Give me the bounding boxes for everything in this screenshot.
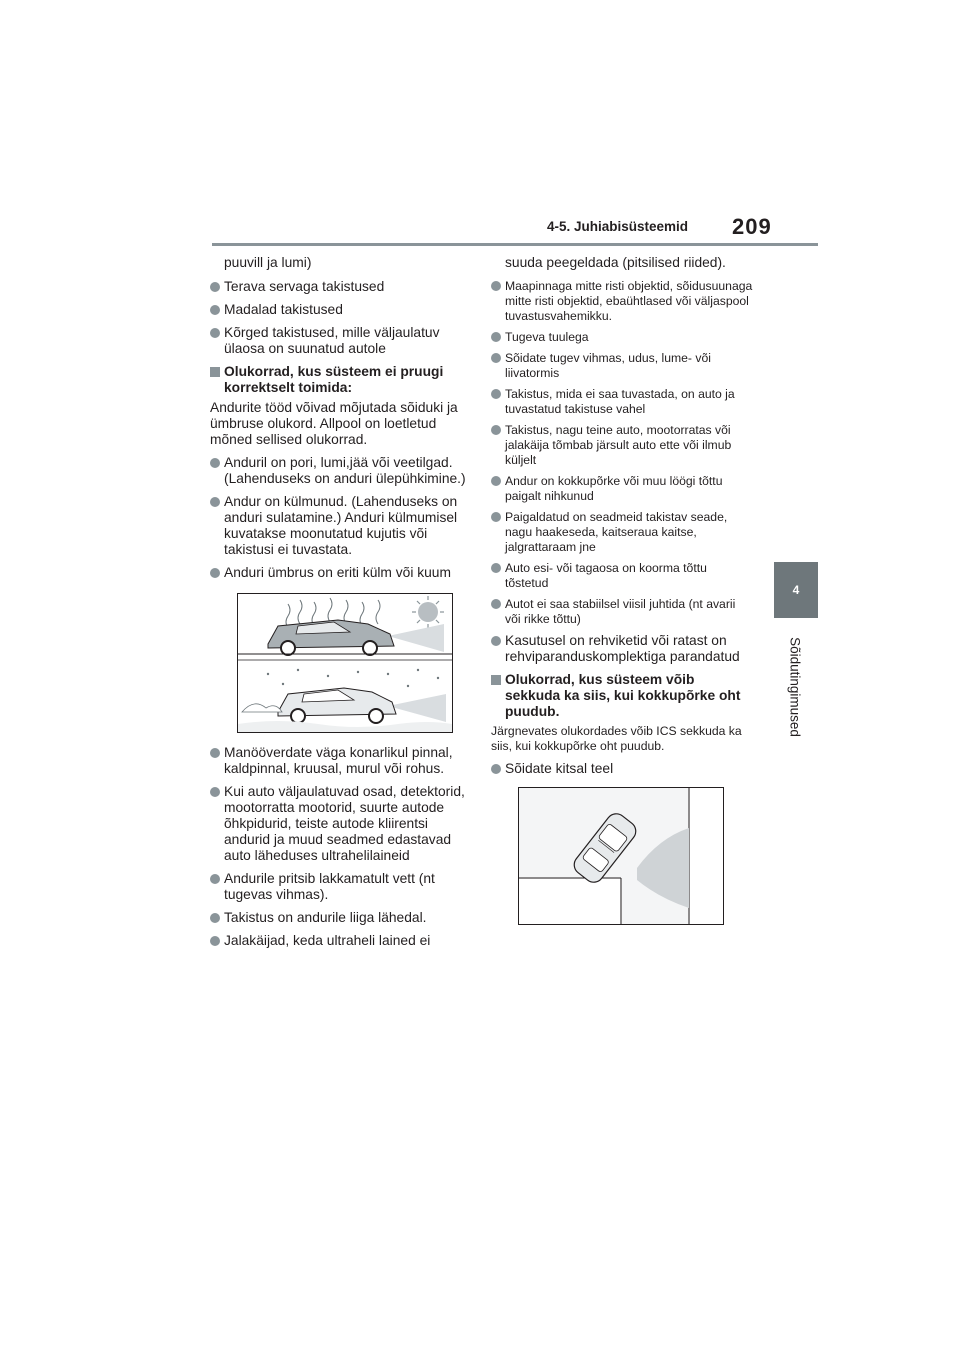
- bullet-icon: [491, 353, 501, 363]
- bullet-icon: [210, 568, 220, 578]
- bullet-icon: [210, 282, 220, 292]
- bullet-icon: [210, 913, 220, 923]
- continued-text: suuda peegeldada (pitsilised riided).: [505, 255, 726, 270]
- bullet-icon: [210, 787, 220, 797]
- list-item: Jalakäijad, keda ultraheli lained ei: [210, 933, 472, 949]
- narrow-road-illustration: [518, 787, 724, 925]
- list-item: Takistus on andurile liiga lähedal.: [210, 910, 472, 926]
- list-item: Madalad takistused: [210, 302, 472, 318]
- bullet-icon: [491, 636, 501, 646]
- list-item: Andur on kokkupõrke või muu löögi tõttu paigalt nihkunud: [491, 474, 753, 504]
- left-column: [210, 255, 472, 956]
- continued-text: puuvill ja lumi): [224, 255, 312, 270]
- bullet-icon: [491, 332, 501, 342]
- bullet-icon: [491, 281, 501, 291]
- chapter-tab[interactable]: [774, 562, 818, 618]
- list-item: Terava servaga takistused: [210, 279, 472, 295]
- right-column: [491, 255, 753, 925]
- section-heading: Olukorrad, kus süsteem võib sekkuda ka siis, kui kokkupõrke oht puudub.: [491, 672, 753, 720]
- list-item: Andurile pritsib lakkamatult vett (nt tugevas vihmas).: [210, 871, 472, 903]
- list-item: Takistus, nagu teine auto, mootorratas või jalakäija tõmbab järsult auto ette või ilmub küljelt: [491, 423, 753, 468]
- list-item: Autot ei saa stabiilsel viisil juhtida (nt avarii või rikke tõttu): [491, 597, 753, 627]
- bullet-icon: [491, 425, 501, 435]
- section-heading: Olukorrad, kus süsteem ei pruugi korrektselt toimida:: [210, 364, 472, 396]
- list-item: Auto esi- või tagaosa on koorma tõttu tõstetud: [491, 561, 753, 591]
- bullet-icon: [491, 512, 501, 522]
- list-item: Takistus, mida ei saa tuvastada, on auto ja tuvastatud takistuse vahel: [491, 387, 753, 417]
- bullet-icon: [210, 305, 220, 315]
- hot-cold-car-svg: [238, 594, 452, 732]
- list-item: Andur on külmunud. (Lahenduseks on anduri sulatamine.) Anduri külmumisel kuvatakse moonutatud kujutis või takistusi ei tuvastata.: [210, 494, 472, 558]
- list-item: Kõrged takistused, mille väljaulatuv ülaosa on suunatud autole: [210, 325, 472, 357]
- list-item: Sõidate tugev vihmas, udus, lume- või liivatormis: [491, 351, 753, 381]
- square-bullet-icon: [491, 675, 501, 685]
- square-bullet-icon: [210, 367, 220, 377]
- bullet-icon: [491, 389, 501, 399]
- narrow-road-svg: [519, 788, 723, 924]
- bullet-icon: [210, 328, 220, 338]
- bullet-icon: [210, 874, 220, 884]
- header-rule: [212, 243, 818, 246]
- bullet-icon: [491, 764, 501, 774]
- chapter-title: Sõidutingimused: [787, 637, 803, 737]
- list-item: Sõidate kitsal teel: [491, 761, 753, 777]
- bullet-icon: [210, 936, 220, 946]
- list-item: Anduril on pori, lumi,jää või veetilgad. (Lahenduseks on anduri ülepühkimine.): [210, 455, 472, 487]
- bullet-icon: [210, 458, 220, 468]
- list-item: Kui auto väljaulatuvad osad, detektorid, mootorratta mootorid, suurte autode õhkpidurid, teiste autode kliirentsi andurid ja muud seadmed edastavad auto läheduses ultrahelilaineid: [210, 784, 472, 864]
- page-number: 209: [732, 214, 772, 239]
- list-item: Paigaldatud on seadmeid takistav seade, nagu haakeseda, kaitseraua kaitse, jalgrattaraam jne: [491, 510, 753, 555]
- bullet-icon: [210, 497, 220, 507]
- bullet-icon: [491, 599, 501, 609]
- bullet-icon: [210, 748, 220, 758]
- chapter-number: 4: [792, 583, 800, 597]
- section-title: 4-5. Juhiabisüsteemid: [547, 219, 689, 234]
- list-item: Kasutusel on rehviketid või ratast on rehviparanduskomplektiga parandatud: [491, 633, 753, 665]
- paragraph: Järgnevates olukordades võib ICS sekkuda ka siis, kui kokkupõrke oht puudub.: [491, 724, 742, 753]
- sensor-temperature-illustration: [237, 593, 453, 733]
- paragraph: Andurite tööd võivad mõjutada sõiduki ja ümbruse olukord. Allpool on loetletud mõned sellised olukorrad.: [210, 400, 458, 447]
- bullet-icon: [491, 476, 501, 486]
- bullet-icon: [491, 563, 501, 573]
- list-item: Tugeva tuulega: [491, 330, 753, 345]
- list-item: Manööverdate väga konarlikul pinnal, kaldpinnal, kruusal, murul või rohus.: [210, 745, 472, 777]
- chapter-title-vertical: [772, 622, 818, 752]
- list-item: Anduri ümbrus on eriti külm või kuum: [210, 565, 472, 581]
- list-item: Maapinnaga mitte risti objektid, sõidusuunaga mitte risti objektid, ebaühtlased või väljaspool tuvastusvahemikku.: [491, 279, 753, 324]
